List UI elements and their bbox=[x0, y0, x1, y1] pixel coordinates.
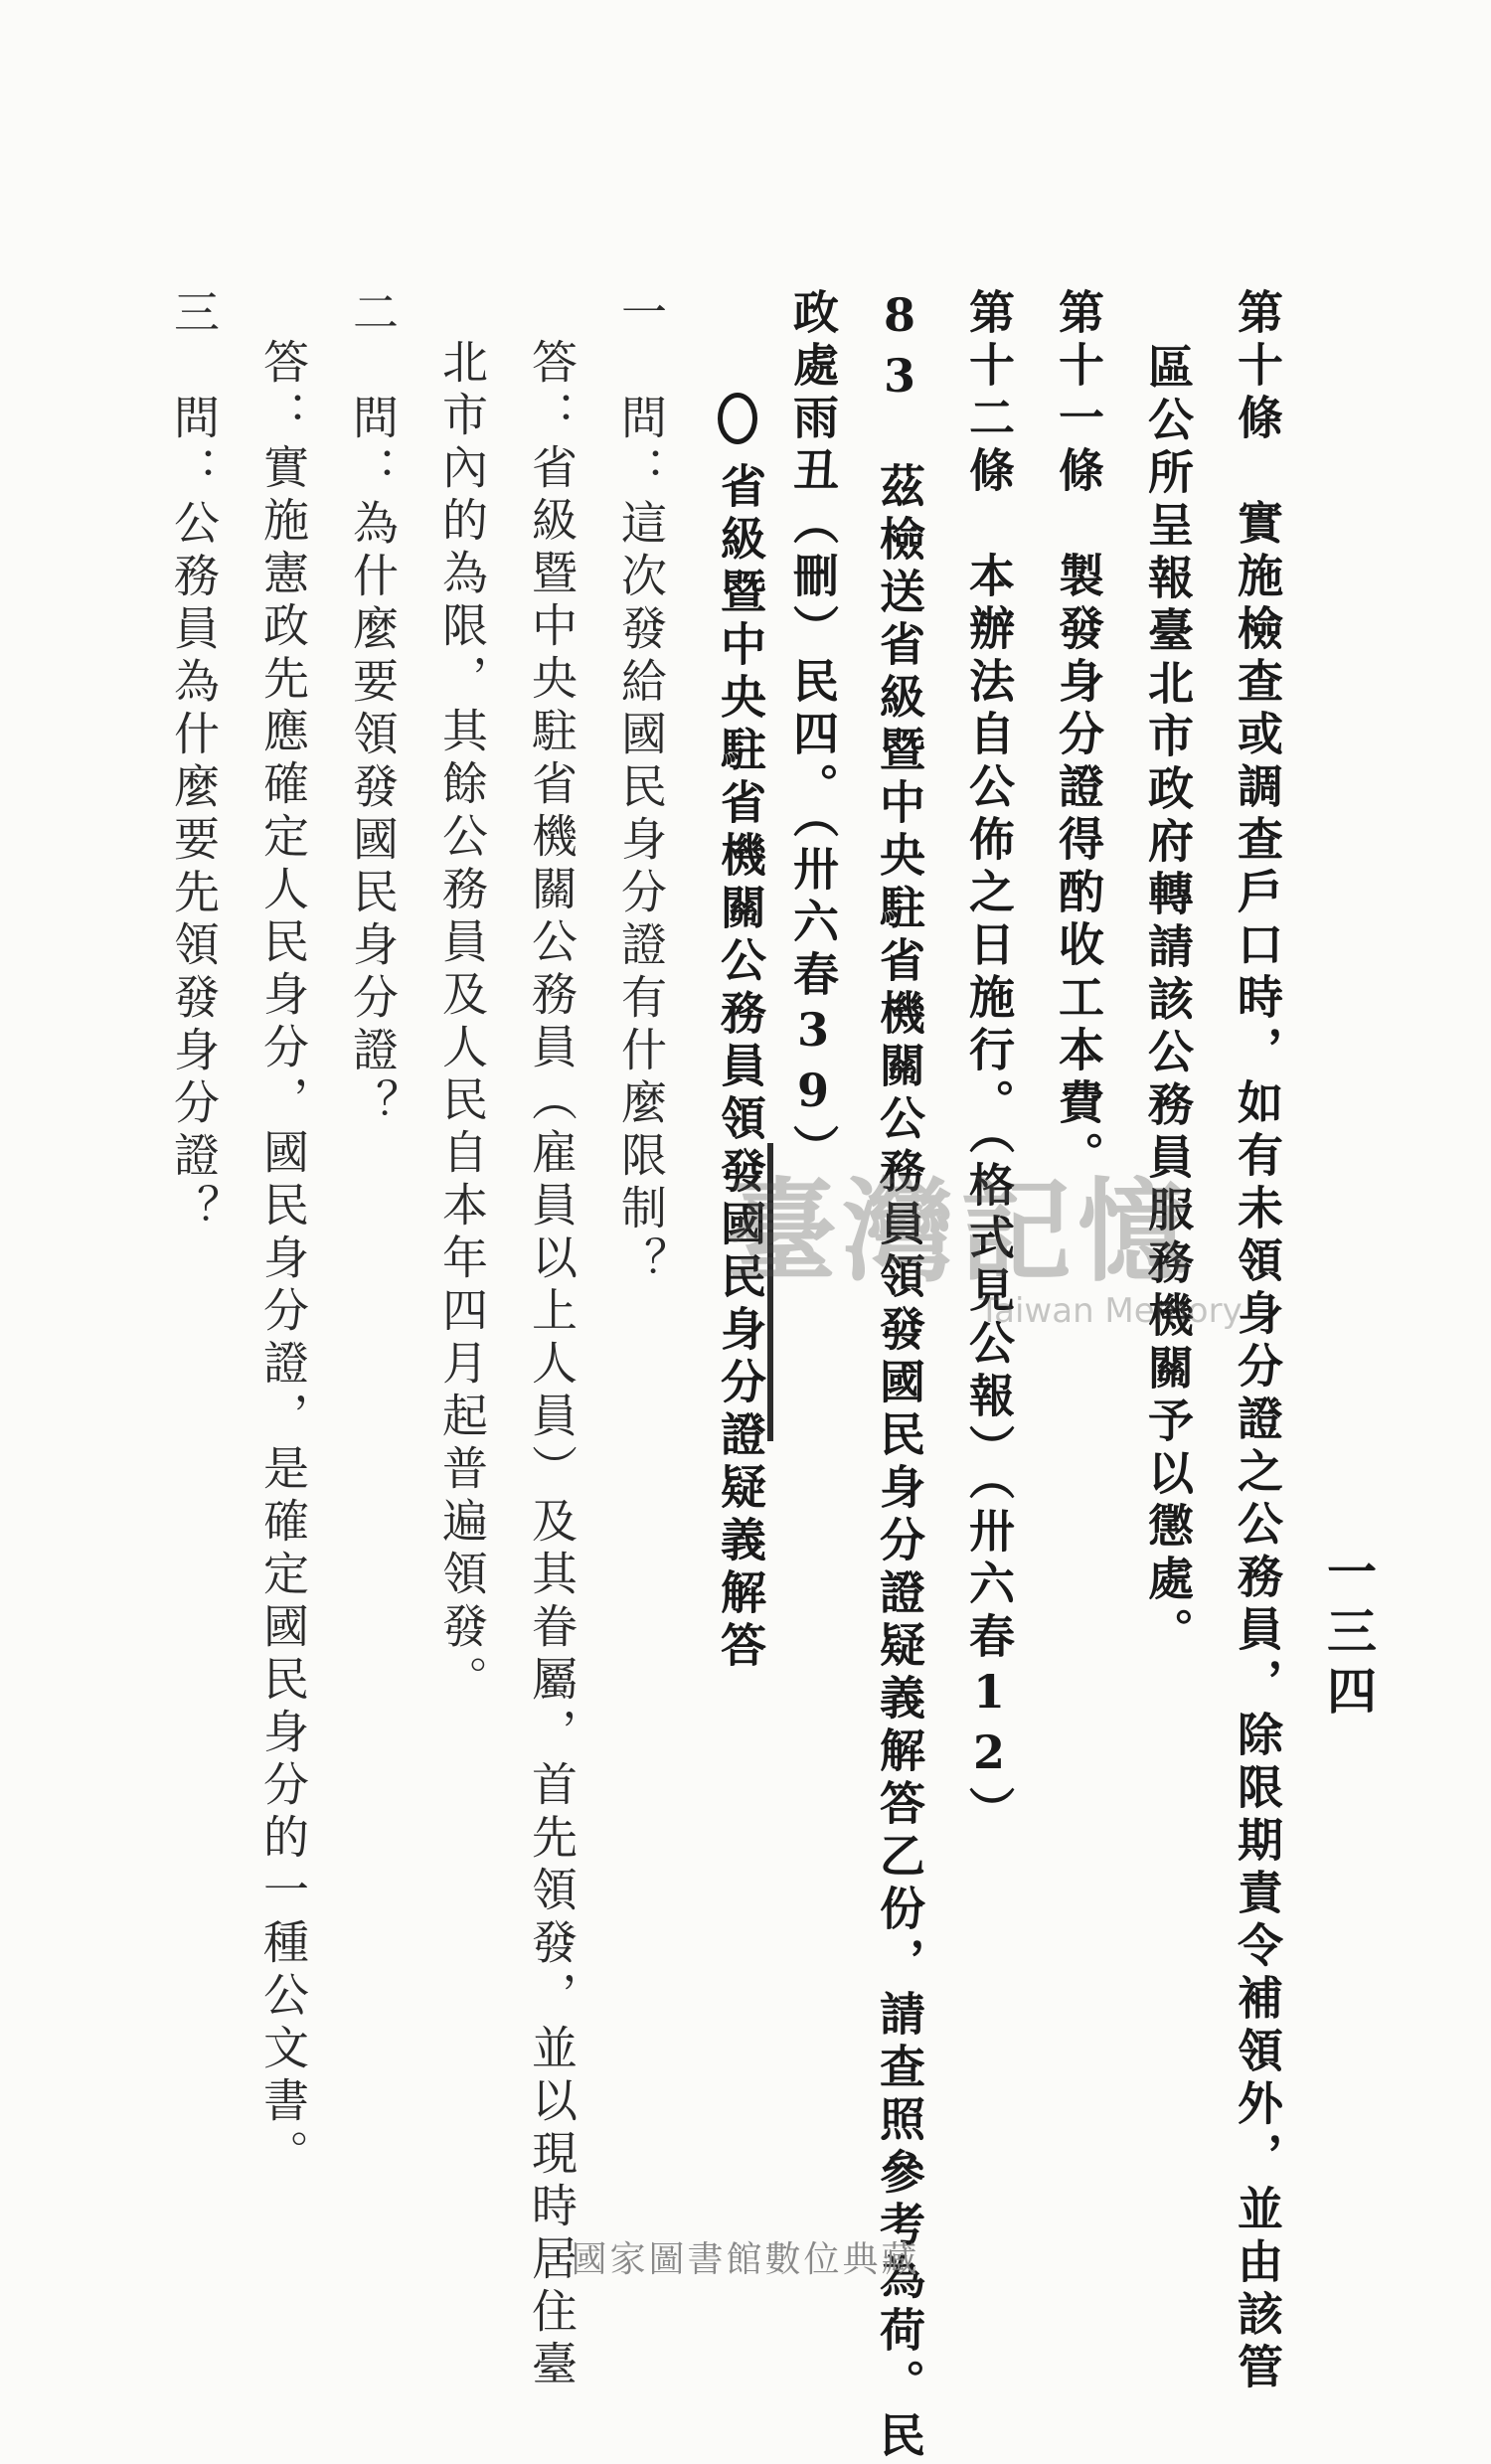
text-column-2: 區公所呈報臺北市政府轉請該公務員服務機關予以懲處。 bbox=[1141, 343, 1195, 1660]
text-column-4: 第十二條 本辦法自公佈之日施行。（格式見公報）（卅六春12） bbox=[962, 288, 1016, 1839]
watermark-english: Taiwan Memory bbox=[979, 1291, 1242, 1331]
question-2: 二 問：為什麼要領發國民身分證？ bbox=[346, 288, 400, 1131]
text-column-3: 第十一條 製發身分證得酌收工本費。 bbox=[1052, 288, 1105, 1184]
question-1: 一 問：這次發給國民身分證有什麼限制？ bbox=[614, 288, 668, 1289]
answer-1-line-1: 答：省級暨中央駐省機關公務員（雇員以上人員）及其眷屬，首先領發，並以現時居住臺 bbox=[525, 338, 579, 2392]
circle-mark-icon bbox=[718, 393, 757, 444]
footer-credit: 國家圖書館數位典藏 bbox=[571, 2239, 920, 2280]
text-column-6: 政處雨丑（刪）民四。（卅六春39） bbox=[786, 288, 840, 1177]
answer-2: 答：實施憲政先應確定人民身分，國民身分證，是確定國民身分的一種公文書。 bbox=[256, 338, 310, 2182]
page-number: 一三四 bbox=[1319, 1546, 1378, 1725]
question-3: 三 問：公務員為什麼要先領發身分證？ bbox=[167, 288, 221, 1236]
answer-1-line-2: 北市內的為限，其餘公務員及人民自本年四月起普遍領發。 bbox=[435, 338, 489, 1708]
watermark-chinese: 臺灣記憶 bbox=[726, 1167, 1195, 1297]
watermark bbox=[726, 1143, 1242, 1331]
section-heading: 省級暨中央駐省機關公務員領發國民身分證疑義解答 bbox=[714, 462, 767, 1674]
text-column-5: 83 茲檢送省級暨中央駐省機關公務員領發國民身分證疑義解答乙份，請查照參考為荷。民 bbox=[873, 288, 926, 2464]
text-column-1: 第十條 實施檢查或調查戶口時，如有未領身分證之公務員，除限期責令補領外，並由該管 bbox=[1231, 288, 1284, 2395]
